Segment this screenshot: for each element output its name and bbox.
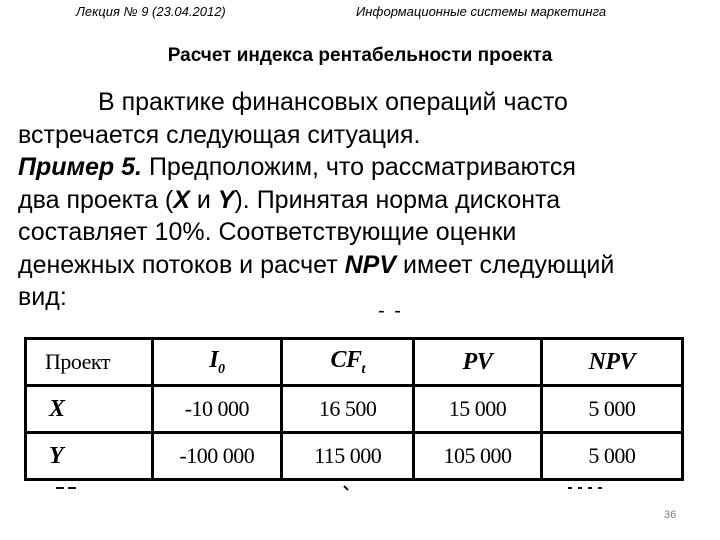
header-pv: PV <box>414 339 541 386</box>
table-header-row <box>26 339 683 386</box>
body-line-4-and: и <box>189 185 218 214</box>
body-line-5: составляет 10%. Соответствующие оценки <box>18 218 517 246</box>
cell-cf: 115 000 <box>282 433 414 480</box>
body-line-2: встречается следующая ситуация. <box>18 120 421 149</box>
cell-i0: -10 000 <box>152 386 281 433</box>
header-i0: $I_0$ <box>152 339 281 386</box>
row-name: Y <box>26 433 153 480</box>
header-cft: $CF_t$ <box>282 339 414 386</box>
table-row <box>26 433 683 480</box>
body-line-7: вид: <box>18 283 67 311</box>
body-line-4a: два проекта ( <box>18 185 174 214</box>
header-npv: NPV <box>541 339 682 386</box>
header-course: Информационные системы маркетинга <box>356 4 607 19</box>
slide-title: Расчет индекса рентабельности проекта <box>167 45 553 66</box>
header-lecture: Лекция № 9 (23.04.2012) <box>76 4 226 19</box>
body-text <box>18 86 708 314</box>
cell-cf: 16 500 <box>282 386 414 433</box>
body-line-6b: имеет следующий <box>396 250 615 279</box>
header-project: Проект <box>26 339 153 386</box>
row-name: X <box>26 386 153 433</box>
variable-y: Y <box>217 185 235 214</box>
page-number: 36 <box>664 509 677 521</box>
npv-table <box>24 337 684 481</box>
variable-x: X <box>173 185 190 214</box>
npv-term: NPV <box>344 250 397 279</box>
table-row <box>26 386 683 433</box>
scan-artifacts <box>56 480 616 494</box>
body-line-6a: денежных потоков и расчет <box>18 250 345 279</box>
cell-i0: -100 000 <box>152 433 281 480</box>
dash-artifacts: - - <box>378 300 403 322</box>
example-label: Пример 5. <box>18 153 142 181</box>
body-line-4b: ). Принятая норма дисконта <box>234 185 561 214</box>
cell-pv: 105 000 <box>414 433 541 480</box>
cell-npv: 5 000 <box>541 386 682 433</box>
cell-pv: 15 000 <box>414 386 541 433</box>
body-line-3: Предположим, что рассматриваются <box>142 153 576 181</box>
body-line-1: В практике финансовых операций часто <box>98 88 568 116</box>
cell-npv: 5 000 <box>541 433 682 480</box>
